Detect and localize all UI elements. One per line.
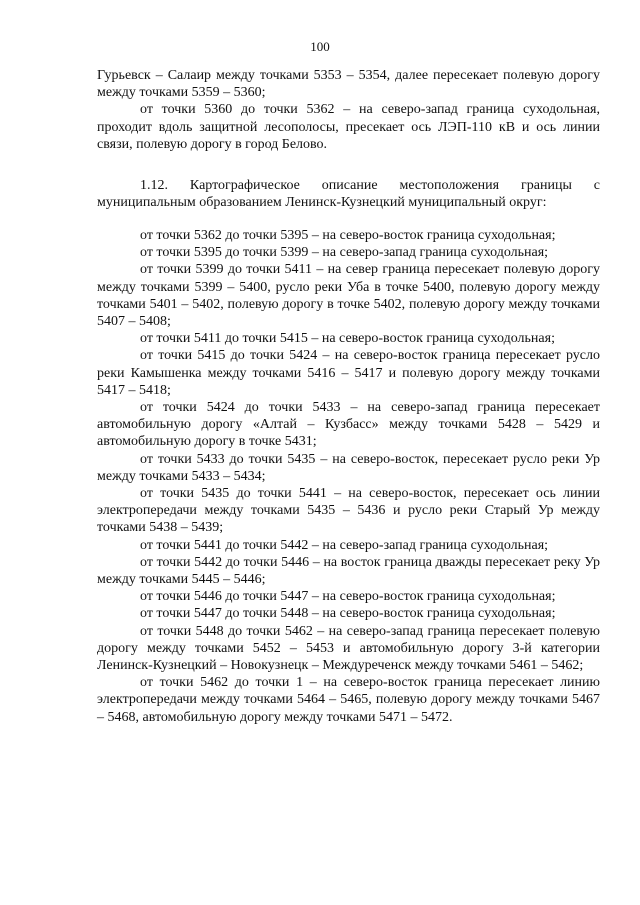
- segment-paragraph: от точки 5433 до точки 5435 – на северо-восток, пересекает русло реки Ур между точками 5433 – 5434;: [97, 451, 600, 484]
- segment-paragraph: от точки 5447 до точки 5448 – на северо-восток граница суходольная;: [140, 606, 556, 622]
- segment-paragraph: от точки 5462 до точки 1 – на северо-восток граница пересекает линию электропередачи между точками 5464 – 5465, полевую дорогу между точками 5467 – 5468, автомобильную дорогу между точками 5471 – 5472.: [97, 675, 600, 725]
- segment-paragraph: от точки 5435 до точки 5441 – на северо-восток, пересекает ось линии электропередачи между точками 5435 – 5436 и русло реки Старый Ур между точками 5438 – 5439;: [97, 486, 600, 536]
- segment-paragraph: от точки 5442 до точки 5446 – на восток граница дважды пересекает реку Ур между точками 5445 – 5446;: [97, 554, 600, 588]
- section-heading: 1.12. Картографическое описание местоположения границы с муниципальным образованием Ленинск-Кузнецкий муниципальный округ:: [97, 178, 600, 211]
- segment-paragraph: от точки 5399 до точки 5411 – на север граница пересекает полевую дорогу между точками 5399 – 5400, русло реки Уба в точке 5400, полевую дорогу между точками 5401 – 5402, полевую дорогу в точке 5402, полевую дорогу между точками 5407 – 5408;: [97, 262, 600, 330]
- segment-paragraph: от точки 5424 до точки 5433 – на северо-запад граница пересекает автомобильную дорогу «Алтай – Кузбасс» между точками 5428 – 5429 и автомобильную дорогу в точке 5431;: [97, 400, 600, 450]
- paragraph: Гурьевск – Салаир между точками 5353 – 5354, далее пересекает полевую дорогу между точками 5359 – 5360;: [97, 68, 600, 101]
- segment-paragraph: от точки 5448 до точки 5462 – на северо-запад граница пересекает полевую дорогу между точками 5452 – 5453 и автомобильную дорогу 3-й категории Ленинск-Кузнецкий – Новокузнецк – Междуреченск между точками 5461 – 5462;: [97, 623, 600, 674]
- section-heading-block: [97, 177, 600, 211]
- paragraph: от точки 5360 до точки 5362 – на северо-запад граница суходольная, проходит вдоль защитной лесополосы, пресекает ось ЛЭП-110 кВ и ось линии связи, полевую дорогу в город Белово.: [97, 102, 600, 152]
- segment-paragraph: от точки 5415 до точки 5424 – на северо-восток граница пересекает русло реки Камышенка между точками 5416 – 5417 и полевую дорогу между точками 5417 – 5418;: [97, 348, 600, 398]
- segment-paragraph: от точки 5441 до точки 5442 – на северо-запад граница суходольная;: [140, 537, 549, 553]
- segment-paragraph: от точки 5362 до точки 5395 – на северо-восток граница суходольная;: [140, 228, 556, 243]
- segment-paragraph: от точки 5395 до точки 5399 – на северо-запад граница суходольная;: [140, 245, 549, 261]
- segment-paragraph: от точки 5411 до точки 5415 – на северо-восток граница суходольная;: [140, 331, 555, 347]
- page-number: 100: [310, 39, 330, 54]
- segment-list: [97, 227, 600, 726]
- intro-text: [97, 67, 600, 153]
- segment-paragraph: от точки 5446 до точки 5447 – на северо-восток граница суходольная;: [140, 589, 556, 605]
